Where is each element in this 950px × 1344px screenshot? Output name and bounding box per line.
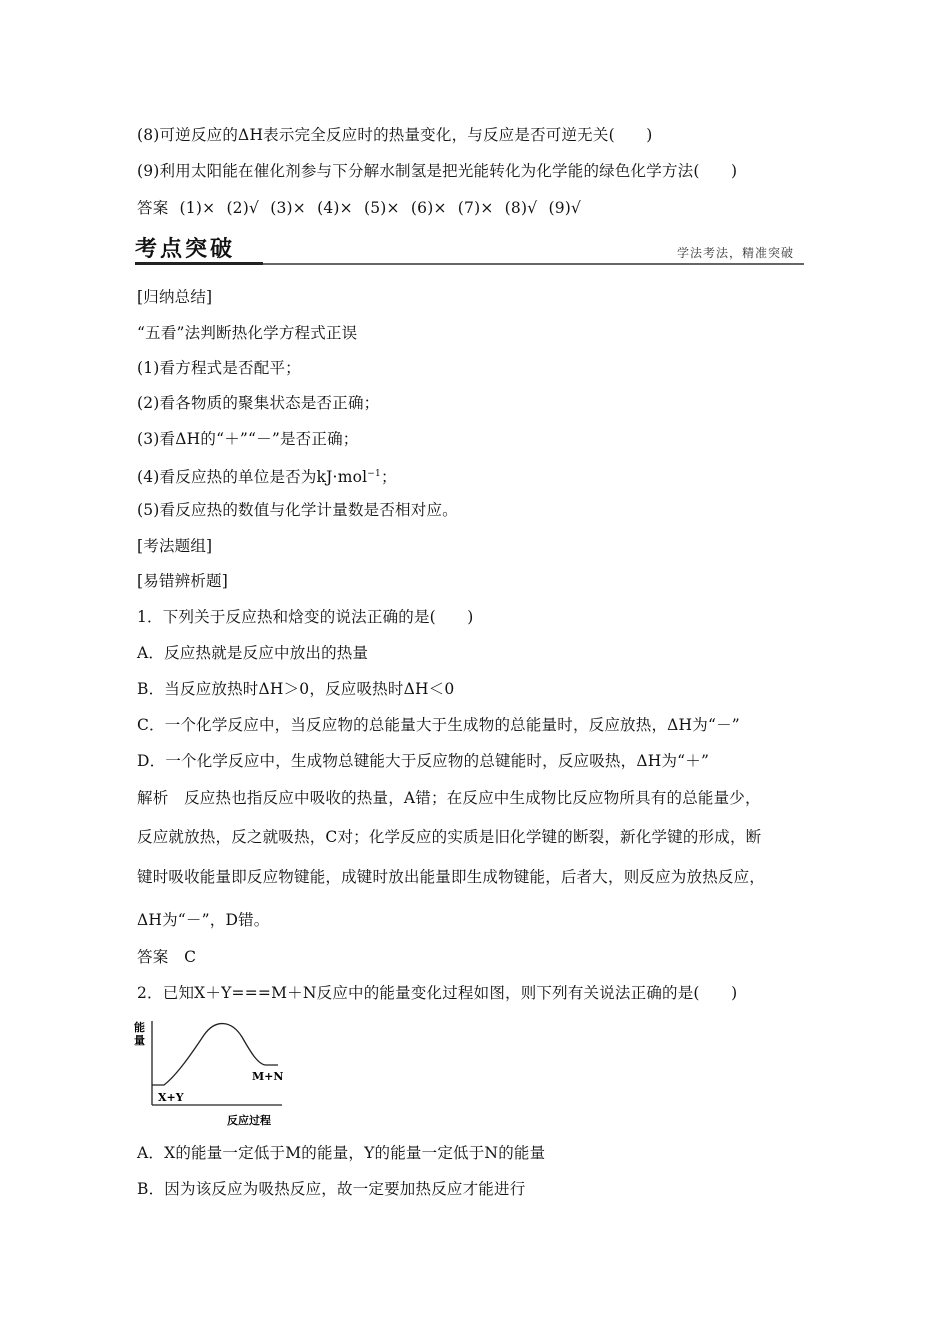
analysis-line: ΔH为“－”，D错。 [137,911,270,929]
answers-line [137,197,587,219]
item-9: (9)利用太阳能在催化剂参与下分解水制氢是把光能转化为化学能的绿色化学方法( ) [137,162,738,180]
group-heading: [考法题组] [137,537,213,555]
summary-item: (3)看ΔH的“＋”“－”是否正确； [137,430,359,448]
section-subtitle: 学法考法，精准突破 [676,246,794,260]
answer-item: (6)× [410,199,447,217]
answer-item: (2)√ [226,199,260,217]
summary-item-unit [137,463,397,488]
y-axis-label-2: 量 [134,1034,145,1047]
answers-label: 答案 [137,199,169,217]
answer-item: (9)√ [548,199,582,217]
summary-item: (2)看各物质的聚集状态是否正确； [137,394,380,412]
x-axis-label: 反应过程 [227,1114,271,1127]
section-header [135,232,804,266]
analysis-line: 反应就放热，反之就吸热，C对；化学反应的实质是旧化学键的断裂，新化学键的形成，断 [137,828,762,846]
question-1-stem: 1．下列关于反应热和焓变的说法正确的是( ) [137,608,474,626]
summary-item: (1)看方程式是否配平； [137,359,301,377]
energy-diagram [132,1013,292,1131]
question-1-option-c: C．一个化学反应中，当反应物的总能量大于生成物的总能量时，反应放热，ΔH为“－” [137,716,740,734]
answer-item: (7)× [457,199,494,217]
summary-intro: “五看”法判断热化学方程式正误 [137,324,358,342]
analysis-line: 键时吸收能量即反应物键能，成键时放出能量即生成物键能，后者大，则反应为放热反应， [137,868,766,886]
summary-item-text: (4)看反应热的单位是否为kJ·mol [137,468,368,486]
question-2-stem: 2．已知X＋Y===M＋N反应中的能量变化过程如图，则下列有关说法正确的是( ) [137,984,738,1002]
question-1-option-a: A．反应热就是反应中放出的热量 [137,644,369,662]
item-8: (8)可逆反应的ΔH表示完全反应时的热量变化，与反应是否可逆无关( ) [137,126,653,144]
subgroup-heading: [易错辨析题] [137,572,228,590]
unit-tail: ； [380,468,397,486]
question-1-option-d: D．一个化学反应中，生成物总键能大于反应物的总键能时，反应吸热，ΔH为“＋” [137,752,710,770]
summary-heading: [归纳总结] [137,288,213,306]
section-underline-thin [263,263,804,265]
product-label: M+N [252,1070,284,1083]
answer-item: (8)√ [504,199,538,217]
question-2-option-b: B．因为该反应为吸热反应，故一定要加热反应才能进行 [137,1180,526,1198]
question-1-option-b: B．当反应放热时ΔH＞0，反应吸热时ΔH＜0 [137,680,455,698]
section-title: 考点突破 [135,237,236,262]
answer-item: (1)× [179,199,216,217]
unit-exponent: −1 [367,469,381,479]
question-2-option-a: A．X的能量一定低于M的能量，Y的能量一定低于N的能量 [137,1144,546,1162]
reactant-label: X+Y [158,1091,184,1104]
answer-item: (3)× [270,199,306,217]
analysis-line: 解析 反应热也指反应中吸收的热量，A错；在反应中生成物比反应物所具有的总能量少， [137,789,761,807]
answer-item: (4)× [317,199,353,217]
question-1-answer: 答案 C [137,948,197,966]
section-underline-thick [135,262,263,265]
y-axis-label-1: 能 [134,1021,145,1034]
summary-item: (5)看反应热的数值与化学计量数是否相对应。 [137,501,458,519]
answer-item: (5)× [364,199,400,217]
